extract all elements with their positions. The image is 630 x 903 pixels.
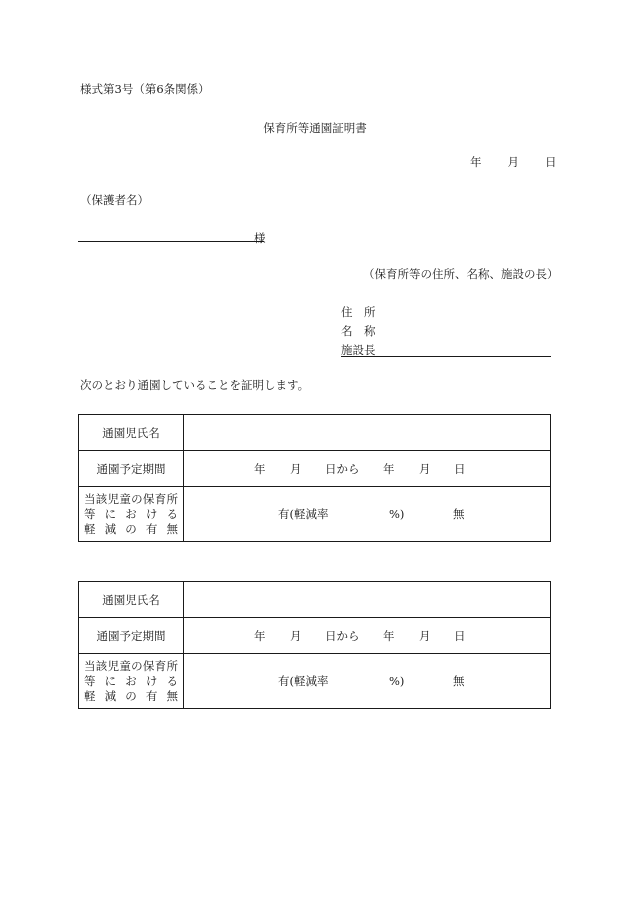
reduction-percent: %) [389, 507, 405, 521]
child-name-label: 通園児氏名 [79, 582, 184, 618]
guardian-label: （保護者名） [80, 193, 149, 207]
period-start-day: 日から [325, 461, 360, 476]
period-start-year: 年 [254, 628, 266, 643]
form-number: 様式第3号（第6条関係） [80, 82, 210, 96]
date-day: 日 [545, 155, 557, 169]
reduction-field[interactable] [184, 487, 551, 542]
honorific: 様 [254, 231, 266, 245]
reduction-label-line: 当該児童の保育所 [84, 658, 178, 673]
facility-head-line [341, 356, 551, 357]
period-label: 通園予定期間 [79, 618, 184, 654]
period-field[interactable] [184, 451, 551, 487]
guardian-name-line [78, 241, 264, 242]
certificate-table-1 [78, 414, 551, 542]
reduction-yes: 有(軽減率 [278, 674, 329, 688]
reduction-label-line: 等における [84, 673, 178, 688]
document-title: 保育所等通園証明書 [263, 121, 367, 135]
facility-name-label: 名 称 [341, 324, 376, 338]
certification-statement: 次のとおり通園していることを証明します。 [80, 378, 310, 392]
certificate-table-2 [78, 581, 551, 709]
issue-date [470, 157, 557, 169]
facility-caption: （保育所等の住所、名称、施設の長） [363, 267, 559, 281]
reduction-yes: 有(軽減率 [278, 507, 329, 521]
period-end-day: 日 [454, 461, 466, 476]
reduction-label-line: 軽減の有無 [84, 521, 178, 536]
period-start-month: 月 [290, 628, 302, 643]
period-end-year: 年 [383, 461, 395, 476]
period-start-day: 日から [325, 628, 360, 643]
reduction-label [79, 487, 184, 542]
period-field[interactable] [184, 618, 551, 654]
reduction-field[interactable] [184, 654, 551, 709]
date-month: 月 [507, 155, 519, 169]
period-start-year: 年 [254, 461, 266, 476]
child-name-label: 通園児氏名 [79, 415, 184, 451]
period-start-month: 月 [290, 461, 302, 476]
reduction-label [79, 654, 184, 709]
reduction-label-line: 軽減の有無 [84, 688, 178, 703]
period-label: 通園予定期間 [79, 451, 184, 487]
date-year: 年 [470, 155, 482, 169]
period-end-month: 月 [419, 461, 431, 476]
facility-head-label: 施設長 [341, 343, 376, 357]
reduction-label-line: 当該児童の保育所 [84, 491, 178, 506]
child-name-field[interactable] [184, 582, 551, 618]
period-end-day: 日 [454, 628, 466, 643]
reduction-percent: %) [389, 674, 405, 688]
reduction-no: 無 [453, 507, 465, 521]
period-end-year: 年 [383, 628, 395, 643]
reduction-label-line: 等における [84, 506, 178, 521]
reduction-no: 無 [453, 674, 465, 688]
facility-address-label: 住 所 [341, 305, 376, 319]
child-name-field[interactable] [184, 415, 551, 451]
period-end-month: 月 [419, 628, 431, 643]
